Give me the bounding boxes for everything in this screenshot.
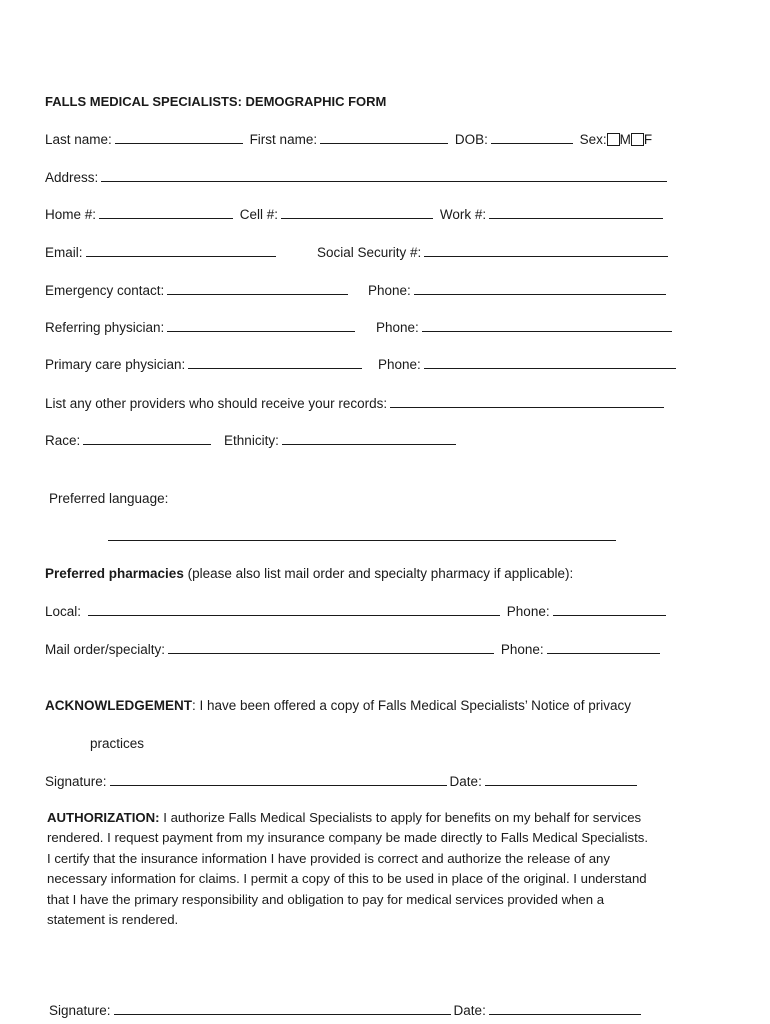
dob-label: DOB: — [454, 132, 488, 147]
auth-date-label: Date: — [453, 1003, 486, 1018]
sex-m-label: M — [619, 132, 631, 147]
auth-signature-row — [49, 1002, 644, 1020]
address-field[interactable] — [101, 169, 667, 182]
language-label: Preferred language: — [49, 491, 169, 506]
local-label: Local: — [45, 604, 82, 619]
last-name-field[interactable] — [115, 131, 243, 144]
ack-signature-row — [45, 773, 640, 791]
work-label: Work #: — [439, 207, 487, 222]
referring-field[interactable] — [167, 319, 355, 332]
primary-phone-field[interactable] — [424, 356, 676, 369]
primary-phone-group — [378, 356, 679, 374]
mail-phone-field[interactable] — [547, 641, 660, 654]
authorization-line-1 — [47, 808, 687, 828]
last-name-label: Last name: — [45, 132, 112, 147]
auth-date-field[interactable] — [489, 1002, 641, 1015]
emergency-phone-label: Phone: — [368, 283, 411, 298]
sex-f-checkbox[interactable] — [631, 133, 644, 146]
emergency-row — [45, 282, 351, 300]
name-row — [45, 131, 652, 149]
local-pharmacy-row — [45, 603, 669, 621]
cell-field[interactable] — [281, 206, 433, 219]
primary-field[interactable] — [188, 356, 362, 369]
first-name-label: First name: — [249, 132, 318, 147]
first-name-field[interactable] — [320, 131, 448, 144]
emergency-label: Emergency contact: — [45, 283, 165, 298]
acknowledgement-row — [45, 697, 631, 715]
address-row — [45, 169, 670, 187]
ack-date-label: Date: — [449, 774, 482, 789]
phone-numbers-row — [45, 206, 666, 224]
ack-signature-field[interactable] — [110, 773, 447, 786]
mail-phone-label: Phone: — [500, 642, 544, 657]
mail-field[interactable] — [168, 641, 494, 654]
mail-pharmacy-row — [45, 641, 663, 659]
authorization-paragraph — [47, 808, 687, 930]
sex-f-label: F — [643, 132, 653, 147]
acknowledgement-heading: ACKNOWLEDGEMENT — [45, 698, 192, 713]
other-providers-field[interactable] — [390, 395, 664, 408]
emergency-phone-group — [368, 282, 669, 300]
acknowledgement-text-2: practices — [90, 736, 145, 751]
local-field[interactable] — [88, 603, 500, 616]
emergency-phone-field[interactable] — [414, 282, 666, 295]
ssn-label: Social Security #: — [317, 245, 422, 260]
ack-signature-label: Signature: — [45, 774, 107, 789]
sex-m-checkbox[interactable] — [607, 133, 620, 146]
authorization-text-1: I authorize Falls Medical Specialists to apply for benefits on my behalf for services — [159, 810, 642, 825]
referring-row — [45, 319, 358, 337]
pharmacy-heading-row — [45, 565, 573, 583]
race-label: Race: — [45, 433, 81, 448]
authorization-line-4: necessary information for claims. I permit a copy of this to be used in place of the original. I understand — [47, 871, 647, 887]
work-field[interactable] — [489, 206, 663, 219]
primary-label: Primary care physician: — [45, 357, 186, 372]
local-phone-field[interactable] — [553, 603, 666, 616]
mail-label: Mail order/specialty: — [45, 642, 166, 657]
home-field[interactable] — [99, 206, 233, 219]
ssn-group — [317, 244, 671, 262]
authorization-line-2: rendered. I request payment from my insurance company be made directly to Falls Medical Specialists. — [47, 830, 649, 846]
authorization-line-6: statement is rendered. — [47, 912, 179, 928]
auth-signature-label: Signature: — [49, 1003, 111, 1018]
other-providers-row — [45, 395, 667, 413]
sex-label: Sex: — [579, 132, 607, 147]
authorization-heading: AUTHORIZATION: — [47, 810, 160, 825]
other-providers-label: List any other providers who should receive your records: — [45, 396, 388, 411]
pharmacy-heading: Preferred pharmacies — [45, 566, 184, 581]
acknowledgement-text: : I have been offered a copy of Falls Medical Specialists’ Notice of privacy — [192, 698, 631, 713]
home-label: Home #: — [45, 207, 97, 222]
authorization-line-5: that I have the primary responsibility and obligation to pay for medical services provided when a — [47, 891, 605, 907]
emergency-field[interactable] — [167, 282, 348, 295]
ssn-field[interactable] — [424, 244, 668, 257]
email-row — [45, 244, 279, 262]
race-field[interactable] — [83, 432, 211, 445]
race-row — [45, 432, 459, 450]
form-title: FALLS MEDICAL SPECIALISTS: DEMOGRAPHIC FORM — [45, 94, 387, 109]
primary-phone-label: Phone: — [378, 357, 421, 372]
auth-signature-field[interactable] — [114, 1002, 451, 1015]
ack-date-field[interactable] — [485, 773, 637, 786]
local-phone-label: Phone: — [506, 604, 550, 619]
address-label: Address: — [45, 170, 99, 185]
email-label: Email: — [45, 245, 83, 260]
ethnicity-field[interactable] — [282, 432, 456, 445]
authorization-line-3: I certify that the insurance information I have provided is correct and authorize the release of any — [47, 850, 610, 866]
dob-field[interactable] — [491, 131, 573, 144]
pharmacy-note: (please also list mail order and specialty pharmacy if applicable): — [183, 566, 574, 581]
primary-row — [45, 356, 365, 374]
referring-phone-field[interactable] — [422, 319, 672, 332]
cell-label: Cell #: — [239, 207, 279, 222]
language-field[interactable] — [108, 528, 616, 541]
email-field[interactable] — [86, 244, 276, 257]
referring-phone-label: Phone: — [376, 320, 419, 335]
referring-label: Referring physician: — [45, 320, 165, 335]
referring-phone-group — [376, 319, 675, 337]
ethnicity-label: Ethnicity: — [224, 433, 279, 448]
